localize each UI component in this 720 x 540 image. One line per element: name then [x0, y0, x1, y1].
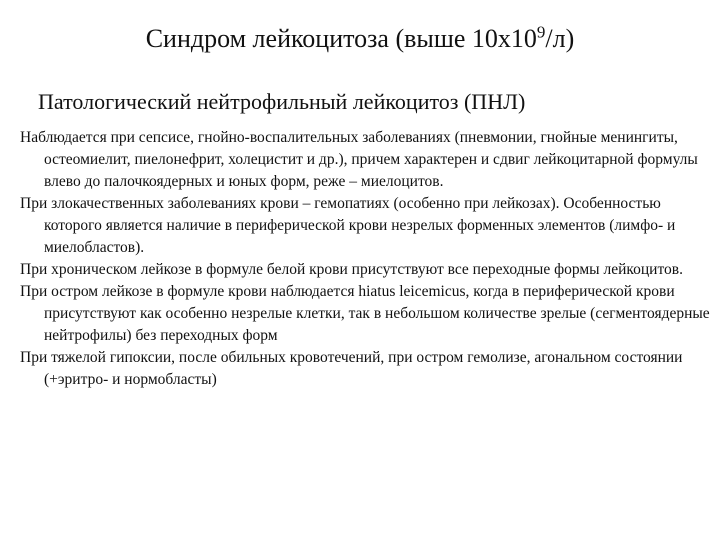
paragraph-hemopathies: При злокачественных заболеваниях крови – гемопатиях (особенно при лейкозах). Особенностью которого является наличие в периферической крови незрелых форменных элементов (лимфо- и миелобластов). — [20, 195, 676, 256]
title-main-text: Синдром лейкоцитоза (выше 10х10 — [145, 24, 537, 53]
title-exponent: 9 — [536, 22, 546, 42]
body-text — [20, 127, 710, 391]
paragraph-acute-leukemia: При остром лейкозе в формуле крови наблюдается hiatus leicemicus, когда в периферической крови присутствуют как особенно незрелые клетки, так в небольшом количестве зрелые (сегментоядерные нейтрофилы) без переходных форм — [20, 283, 710, 344]
title-unit-text: /л) — [545, 24, 575, 53]
paragraph-hypoxia: При тяжелой гипоксии, после обильных кровотечений, при остром гемолизе, агональном состоянии (+эритро- и нормобласты) — [20, 349, 683, 388]
paragraph-chronic-leukemia: При хроническом лейкозе в формуле белой крови присутствуют все переходные формы лейкоцитов. — [20, 261, 683, 278]
slide-subtitle: Патологический нейтрофильный лейкоцитоз (ПНЛ) — [38, 89, 526, 114]
slide-title — [0, 22, 720, 56]
paragraph-sepsis: Наблюдается при сепсисе, гнойно-воспалительных заболеваниях (пневмонии, гнойные менингиты, остеомиелит, пиелонефрит, холецистит и др.), причем характерен и сдвиг лейкоцитарной формулы влево до палочкоядерных и юных форм, реже – миелоцитов. — [20, 129, 698, 190]
